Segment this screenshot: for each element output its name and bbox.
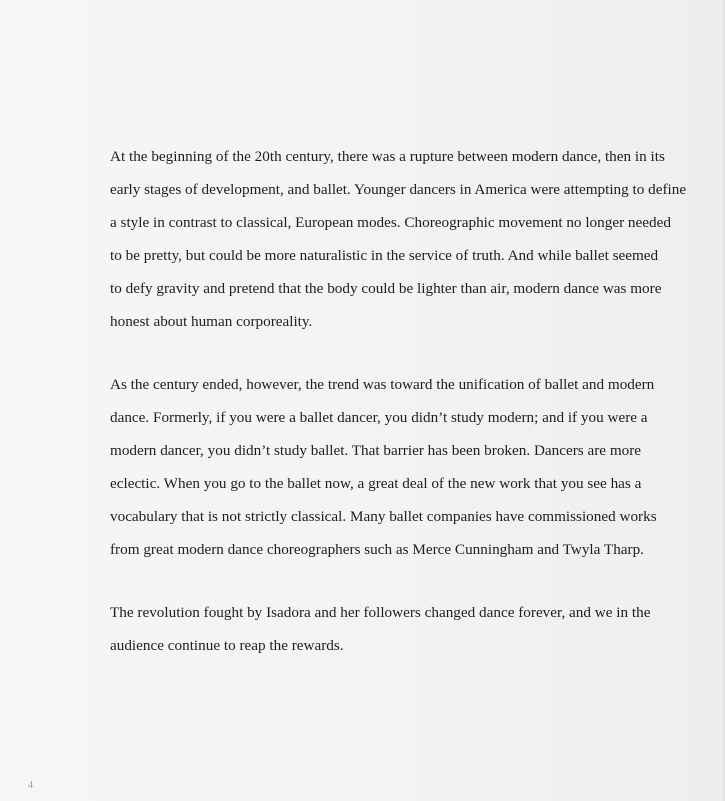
text-line: honest about human corporeality.: [110, 313, 313, 330]
page-number: 4: [28, 780, 33, 791]
paragraph-spacer: [110, 338, 710, 368]
text-line: audience continue to reap the rewards.: [110, 637, 344, 654]
text-line: dance. Formerly, if you were a ballet dancer, you didn’t study modern; and if you were a: [110, 409, 648, 426]
text-line: vocabulary that is not strictly classical. Many ballet companies have commissioned works: [110, 508, 657, 525]
body-text: [110, 140, 710, 662]
text-line: to defy gravity and pretend that the body could be lighter than air, modern dance was more: [110, 280, 662, 297]
paragraph-3: [110, 596, 710, 662]
text-line: to be pretty, but could be more naturalistic in the service of truth. And while ballet seemed: [110, 247, 659, 264]
text-line: The revolution fought by Isadora and her followers changed dance forever, and we in the: [110, 604, 651, 621]
text-line: As the century ended, however, the trend was toward the unification of ballet and modern: [110, 376, 655, 393]
text-line: a style in contrast to classical, European modes. Choreographic movement no longer needed: [110, 214, 671, 231]
paragraph-spacer: [110, 566, 710, 596]
paragraph-2: [110, 368, 710, 566]
text-line: early stages of development, and ballet. Younger dancers in America were attempting to define: [110, 181, 687, 198]
text-line: At the beginning of the 20th century, there was a rupture between modern dance, then in its: [110, 148, 665, 165]
text-line: eclectic. When you go to the ballet now, a great deal of the new work that you see has a: [110, 475, 642, 492]
paragraph-1: [110, 140, 710, 338]
text-line: from great modern dance choreographers such as Merce Cunningham and Twyla Tharp.: [110, 541, 644, 558]
text-line: modern dancer, you didn’t study ballet. That barrier has been broken. Dancers are more: [110, 442, 642, 459]
